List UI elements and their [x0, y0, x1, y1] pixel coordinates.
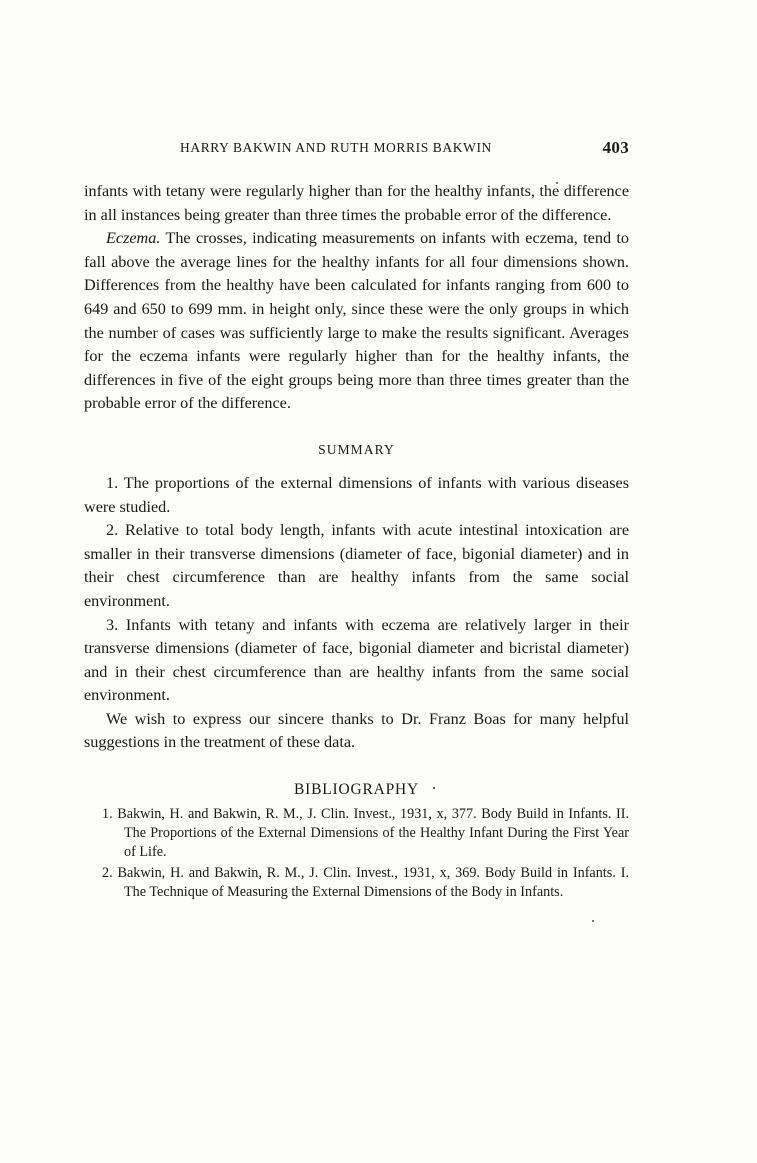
page-number: 403: [602, 138, 629, 157]
paragraph-continued: infants with tetany were regularly higher than for the healthy infants, the difference in all instances being greater than three times the probable error of the difference.: [84, 182, 629, 224]
acknowledgment-paragraph: We wish to express our sincere thanks to Dr. Franz Boas for many helpful suggestions in the treatment of these data.: [84, 709, 629, 752]
summary-heading: SUMMARY: [318, 441, 395, 457]
paragraph-eczema: [84, 227, 629, 416]
summary-item-1: 1. The proportions of the external dimensions of infants with various diseases were studied.: [84, 473, 629, 516]
running-head-authors: HARRY BAKWIN AND RUTH MORRIS BAKWIN: [180, 140, 492, 155]
stray-ink-mark: [592, 920, 594, 922]
summary-item-2: 2. Relative to total body length, infants with acute intestinal intoxication are smaller in their transverse dimensions (diameter of face, bigonial diameter) and in their chest circumference than are healthy infants from the same social environment.: [84, 521, 629, 610]
reference-item: 2. Bakwin, H. and Bakwin, R. M., J. Clin. Invest., 1931, x, 369. Body Build in Infants. I. The Technique of Measuring the External Dimensions of the Body in Infants.: [102, 864, 629, 900]
reference-item: 1. Bakwin, H. and Bakwin, R. M., J. Clin. Invest., 1931, x, 377. Body Build in Infants. II. The Proportions of the External Dimensions of the Healthy Infant During the First Year of Life.: [102, 806, 629, 861]
stray-dot-icon: [433, 787, 435, 789]
running-head: [84, 140, 629, 158]
bibliography-heading: [84, 781, 629, 799]
page-content: [84, 140, 629, 903]
summary-item-3: 3. Infants with tetany and infants with eczema are relatively larger in their transverse dimensions (diameter of face, bigonial diameter and bicristal diameter) and in their chest circumference than are healthy infants from the same social environment.: [84, 615, 629, 705]
bibliography-heading-label: BIBLIOGRAPHY: [294, 781, 419, 799]
eczema-lead-in: Eczema.: [106, 229, 161, 248]
reference-list: [84, 805, 629, 902]
paragraph-eczema-rest: The crosses, indicating measurements on infants with eczema, tend to fall above the average lines for the healthy infants for all four dimensions shown. Differences from the healthy have been calculated for infants ranging from 600 to 649 and 650 to 699 mm. in height only, since these were the only groups in which the number of cases was sufficiently large to make the results significant. Averages for the eczema infants were regularly higher than for the healthy infants, the differences in five of the eight groups being more than three times greater than the probable error of the difference.: [84, 229, 629, 413]
